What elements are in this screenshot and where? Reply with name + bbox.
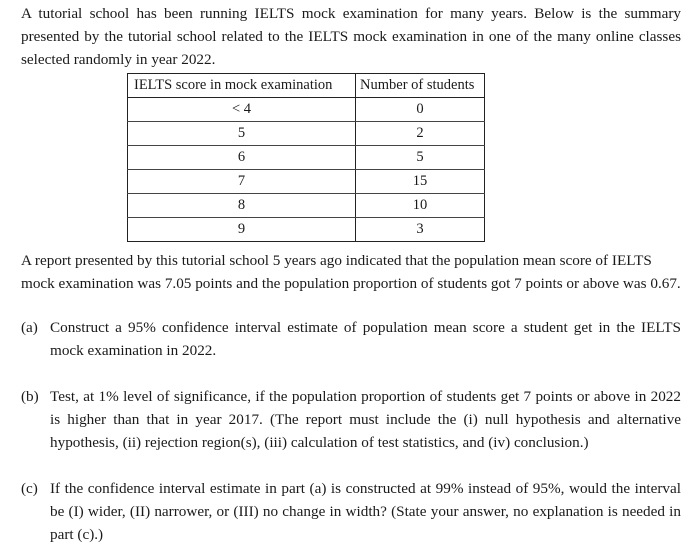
question-label: (a): [21, 319, 38, 336]
score-cell: 9: [128, 218, 356, 242]
students-cell: 2: [356, 122, 485, 146]
score-cell: < 4: [128, 98, 356, 122]
students-cell: 5: [356, 146, 485, 170]
report-paragraph: A report presented by this tutorial school 5 years ago indicated that the population mean score of IELTS mock examination was 7.05 points and the population proportion of students got 7 points or above was 0.67.: [21, 252, 681, 292]
question-b: [21, 385, 681, 454]
students-cell: 15: [356, 170, 485, 194]
table-row: [128, 194, 485, 218]
score-cell: 8: [128, 194, 356, 218]
score-cell: 5: [128, 122, 356, 146]
intro-paragraph: A tutorial school has been running IELTS mock examination for many years. Below is the summary presented by the tutorial school related to the IELTS mock examination in one of the many online classes selected randomly in year 2022.: [21, 5, 681, 68]
students-cell: 0: [356, 98, 485, 122]
question-c: [21, 477, 681, 546]
score-cell: 6: [128, 146, 356, 170]
question-label: (b): [21, 388, 39, 405]
table-row: [128, 122, 485, 146]
question-label: (c): [21, 480, 38, 497]
score-cell: 7: [128, 170, 356, 194]
students-cell: 10: [356, 194, 485, 218]
table-row: [128, 98, 485, 122]
question-a: [21, 316, 681, 362]
students-cell: 3: [356, 218, 485, 242]
question-text: Test, at 1% level of significance, if the population proportion of students get 7 points or above in 2022 is higher than that in year 2017. (The report must include the (i) null hypothesis and alternative hypothesis, (ii) rejection region(s), (iii) calculation of test statistics, and (iv) conclusion.): [50, 388, 681, 451]
column-header-score: IELTS score in mock examination: [128, 74, 356, 98]
score-table: [127, 73, 485, 242]
table-row: [128, 146, 485, 170]
table-row: [128, 218, 485, 242]
table-header-row: [128, 74, 485, 98]
question-text: If the confidence interval estimate in part (a) is constructed at 99% instead of 95%, would the interval be (I) wider, (II) narrower, or (III) no change in width? (State your answer, no explanation is needed in part (c).): [50, 480, 681, 543]
table-row: [128, 170, 485, 194]
column-header-students: Number of students: [356, 74, 485, 98]
question-text: Construct a 95% confidence interval estimate of population mean score a student get in the IELTS mock examination in 2022.: [50, 319, 681, 359]
